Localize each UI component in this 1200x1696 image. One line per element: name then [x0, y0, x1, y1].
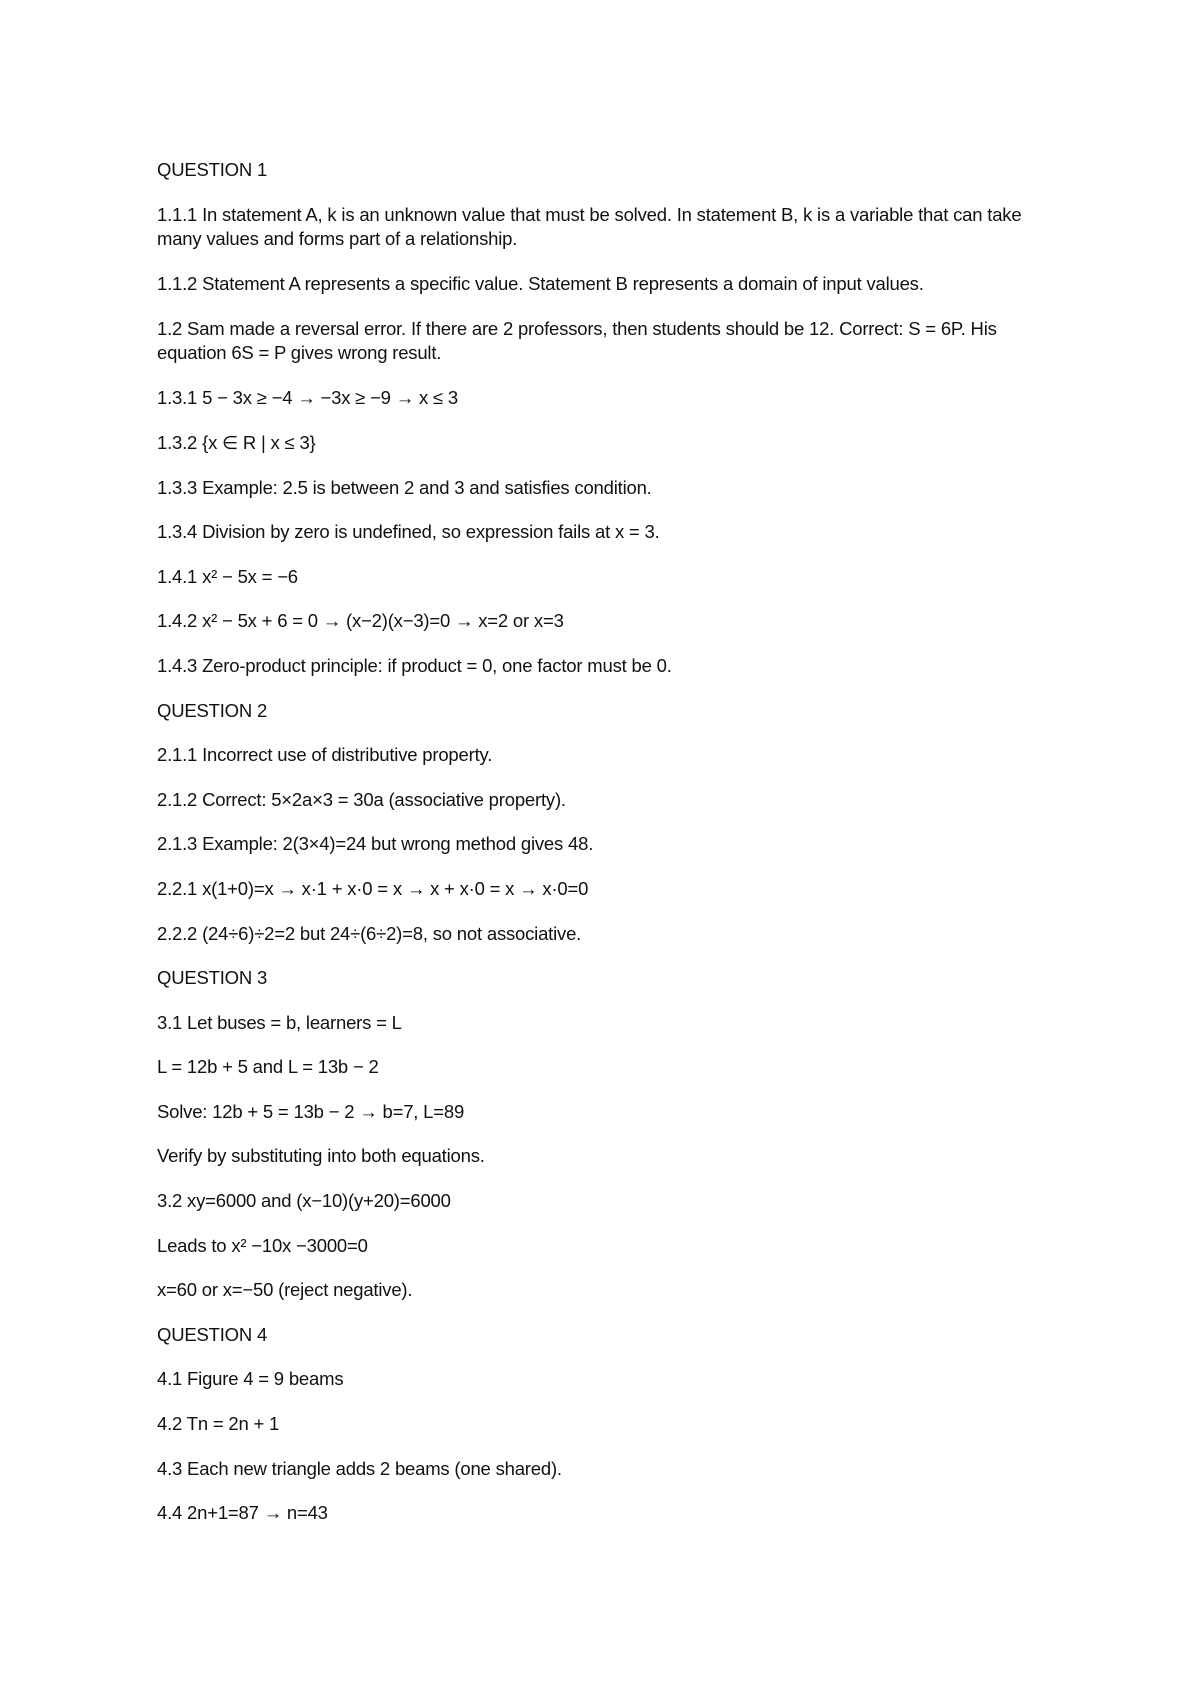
- answer-2-1-2: 2.1.2 Correct: 5×2a×3 = 30a (associative property).: [157, 788, 566, 810]
- answer-4-2: 4.2 Tn = 2n + 1: [157, 1413, 280, 1435]
- answer-4-4: 4.4 2n+1=87 → n=43: [157, 1502, 328, 1524]
- heading-question-2: QUESTION 2: [157, 699, 268, 721]
- document-page: [157, 158, 1057, 1546]
- answer-3-2-quadratic: Leads to x² −10x −3000=0: [157, 1234, 368, 1256]
- answer-3-1-verify: Verify by substituting into both equations.: [157, 1145, 485, 1167]
- answer-1-1-2: 1.1.2 Statement A represents a specific value. Statement B represents a domain of input values.: [157, 273, 924, 295]
- answer-2-2-1: 2.2.1 x(1+0)=x → x·1 + x·0 = x → x + x·0 = x → x·0=0: [157, 877, 589, 899]
- answer-3-1: 3.1 Let buses = b, learners = L: [157, 1011, 402, 1033]
- answer-1-1-1: 1.1.1 In statement A, k is an unknown value that must be solved. In statement B, k is a variable that can take many values and forms part of a relationship.: [157, 203, 1022, 250]
- heading-question-4: QUESTION 4: [157, 1323, 268, 1345]
- answer-3-2: 3.2 xy=6000 and (x−10)(y+20)=6000: [157, 1190, 451, 1212]
- answer-1-3-3: 1.3.3 Example: 2.5 is between 2 and 3 and satisfies condition.: [157, 476, 652, 498]
- answer-1-2: 1.2 Sam made a reversal error. If there are 2 professors, then students should be 12. Correct: S = 6P. His equation 6S = P gives wrong result.: [157, 317, 997, 364]
- heading-question-3: QUESTION 3: [157, 967, 268, 989]
- answer-4-1: 4.1 Figure 4 = 9 beams: [157, 1368, 344, 1390]
- answer-1-4-2: 1.4.2 x² − 5x + 6 = 0 → (x−2)(x−3)=0 → x=2 or x=3: [157, 610, 564, 632]
- answer-1-4-1: 1.4.1 x² − 5x = −6: [157, 565, 298, 587]
- answer-3-1-solve: Solve: 12b + 5 = 13b − 2 → b=7, L=89: [157, 1100, 465, 1122]
- answer-1-3-4: 1.3.4 Division by zero is undefined, so expression fails at x = 3.: [157, 521, 660, 543]
- answer-2-2-2: 2.2.2 (24÷6)÷2=2 but 24÷(6÷2)=8, so not associative.: [157, 922, 582, 944]
- answer-4-3: 4.3 Each new triangle adds 2 beams (one shared).: [157, 1457, 562, 1479]
- answer-1-3-2: 1.3.2 {x ∈ R | x ≤ 3}: [157, 431, 316, 453]
- heading-question-1: QUESTION 1: [157, 159, 268, 180]
- answer-1-4-3: 1.4.3 Zero-product principle: if product = 0, one factor must be 0.: [157, 654, 672, 676]
- answer-2-1-1: 2.1.1 Incorrect use of distributive property.: [157, 744, 493, 766]
- answer-3-1-equations: L = 12b + 5 and L = 13b − 2: [157, 1056, 379, 1078]
- answer-1-3-1: 1.3.1 5 − 3x ≥ −4 → −3x ≥ −9 → x ≤ 3: [157, 387, 458, 409]
- answer-2-1-3: 2.1.3 Example: 2(3×4)=24 but wrong method gives 48.: [157, 833, 594, 855]
- answer-3-2-solution: x=60 or x=−50 (reject negative).: [157, 1279, 413, 1301]
